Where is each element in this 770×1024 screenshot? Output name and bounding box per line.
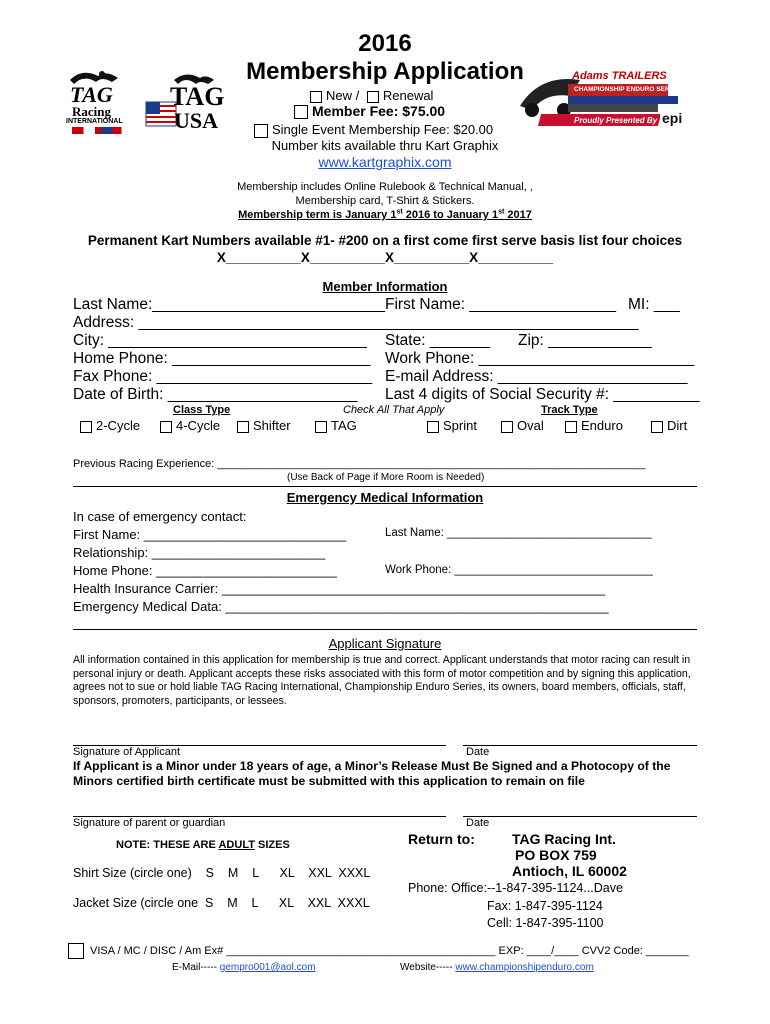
- parent-date-line[interactable]: [463, 816, 697, 817]
- return-box: PO BOX 759: [515, 847, 597, 863]
- membership-term: [0, 208, 770, 221]
- sprint-checkbox[interactable]: [427, 421, 439, 433]
- includes-line1: Membership includes Online Rulebook & Technical Manual, ,: [237, 181, 533, 193]
- signature-applicant-label: Signature of Applicant: [73, 746, 181, 758]
- payment-card-field[interactable]: VISA / MC / DISC / Am Ex# ____________________________________________ EXP: ____/____ CVV2 Code: _______: [90, 944, 689, 957]
- adult-sizes-note: [116, 839, 290, 851]
- member-info-heading: Member Information: [322, 279, 448, 294]
- sprint-label: Sprint: [443, 418, 477, 433]
- fax-phone-field[interactable]: Fax Phone: _________________________: [73, 368, 373, 385]
- return-city: Antioch, IL 60002: [512, 863, 627, 879]
- return-phone: Phone: Office:--1-847-395-1124...Dave: [408, 881, 623, 895]
- health-insurance-field[interactable]: Health Insurance Carrier: _____________________________________________________: [73, 581, 606, 596]
- includes-line2: Membership card, T-Shirt & Stickers.: [295, 195, 475, 207]
- date-label-2: Date: [466, 817, 490, 829]
- 4-cycle-checkbox[interactable]: [160, 421, 172, 433]
- note-post: SIZES: [254, 839, 290, 851]
- logo-adams-trailers-text: Adams TRAILERS: [572, 70, 667, 82]
- term-sup1: st: [396, 208, 403, 215]
- kartgraphix-link[interactable]: [0, 154, 770, 170]
- last-name-field[interactable]: Last Name:___________________________: [73, 296, 386, 313]
- single-event-checkbox[interactable]: [254, 124, 268, 138]
- contact-website: [400, 962, 594, 973]
- logo-international-text: INTERNATIONAL: [66, 118, 123, 125]
- applicant-date-line[interactable]: [463, 745, 697, 746]
- option-enduro[interactable]: [565, 418, 623, 433]
- option-dirt[interactable]: [651, 418, 687, 433]
- ssn-field[interactable]: Last 4 digits of Social Security #: __________: [385, 386, 700, 403]
- dirt-label: Dirt: [667, 418, 688, 433]
- enduro-checkbox[interactable]: [565, 421, 577, 433]
- emergency-heading: Emergency Medical Information: [286, 490, 484, 505]
- member-fee-label: Member Fee: $75.00: [312, 103, 446, 119]
- form-year: 2016: [358, 30, 412, 57]
- racing-experience-field[interactable]: Previous Racing Experience: ______________________________________________________________________: [73, 458, 646, 470]
- 2-cycle-checkbox[interactable]: [80, 421, 92, 433]
- member-fee-row: [294, 103, 445, 119]
- email-link[interactable]: gempro001@aol.com: [219, 962, 316, 973]
- dob-field[interactable]: Date of Birth: ______________________: [73, 386, 358, 403]
- term-sup2: st: [498, 208, 505, 215]
- liability-paragraph: All information contained in this application for membership is true and correct. Applicant understands that motor racing can result in personal injury or death. Applicant accepts these risks associated with this form of motor competition and by signing this application, agrees not to sue or hold liable TAG Racing International, Championship Enduro Series, its owners, board members, officials, staff, sponsors, promoters, participants, or lessees.: [73, 654, 691, 707]
- single-event-row: [254, 122, 493, 138]
- note-adult: ADULT: [218, 839, 255, 851]
- logo-tag-usa-text: TAG: [170, 82, 225, 111]
- oval-checkbox[interactable]: [501, 421, 513, 433]
- home-phone-field[interactable]: Home Phone: _______________________: [73, 350, 371, 367]
- first-name-field[interactable]: First Name: _________________: [385, 296, 616, 313]
- single-event-label: Single Event Membership Fee: $20.00: [272, 122, 494, 137]
- contact-email: [172, 962, 316, 973]
- kart-numbers-heading: Permanent Kart Numbers available #1- #200 on a first come first serve basis list four choices: [87, 233, 683, 248]
- return-org: TAG Racing Int.: [512, 831, 616, 847]
- return-cell: Cell: 1-847-395-1100: [487, 916, 604, 930]
- logo-sponsor-text: epi: [662, 110, 683, 126]
- check-all-label: Check All That Apply: [343, 404, 445, 416]
- kart-number-choices[interactable]: X__________X__________X__________X__________: [216, 250, 554, 265]
- emergency-work-phone-field[interactable]: Work Phone: _______________________________: [385, 564, 653, 576]
- applicant-signature-heading: [0, 636, 770, 651]
- medical-data-field[interactable]: Emergency Medical Data: _____________________________________________________: [73, 599, 609, 614]
- term-mid: 2016 to January 1: [402, 208, 499, 221]
- track-type-label: Track Type: [541, 404, 598, 416]
- shirt-size-row[interactable]: Shirt Size (circle one) S M L XL XXL XXXL: [73, 866, 371, 880]
- payment-row: [68, 943, 689, 959]
- shifter-label: Shifter: [253, 418, 291, 433]
- payment-checkbox[interactable]: [68, 943, 84, 959]
- enduro-label: Enduro: [581, 418, 623, 433]
- address-field[interactable]: Address: __________________________________________________________: [73, 314, 639, 331]
- website-link[interactable]: www.championshipenduro.com: [455, 962, 594, 973]
- kartgraphix-link-text[interactable]: www.kartgraphix.com: [318, 154, 452, 170]
- racing-experience-note: (Use Back of Page if More Room is Needed): [287, 472, 485, 483]
- emergency-relationship-field[interactable]: Relationship: ________________________: [73, 545, 326, 560]
- option-oval[interactable]: [501, 418, 544, 433]
- note-pre: NOTE: THESE ARE: [116, 839, 219, 851]
- website-label: Website-----: [400, 962, 456, 973]
- renewal-label: Renewal: [382, 88, 434, 103]
- class-type-label: Class Type: [173, 404, 231, 416]
- applicant-signature-heading-text: Applicant Signature: [328, 636, 442, 651]
- 2-cycle-label: 2-Cycle: [96, 418, 141, 433]
- 4-cycle-label: 4-Cycle: [176, 418, 221, 433]
- oval-label: Oval: [517, 418, 544, 433]
- return-fax: Fax: 1-847-395-1124: [487, 899, 603, 913]
- city-field[interactable]: City: ______________________________: [73, 332, 367, 349]
- signature-parent-label: Signature of parent or guardian: [73, 817, 226, 829]
- member-fee-checkbox[interactable]: [294, 105, 308, 119]
- renewal-checkbox[interactable]: [367, 91, 379, 103]
- return-to-label: Return to:: [408, 831, 475, 847]
- new-renewal-row: [310, 88, 433, 103]
- email-label: E-Mail-----: [172, 962, 220, 973]
- logo-presented-text: Proudly Presented By: [574, 116, 658, 125]
- logo-tag-text: TAG: [70, 82, 113, 107]
- option-2-cycle[interactable]: [80, 418, 140, 433]
- medical-data-extra-line[interactable]: [73, 629, 697, 630]
- flags-icon: [72, 127, 130, 134]
- divider: [73, 486, 697, 487]
- new-checkbox[interactable]: [310, 91, 322, 103]
- option-shifter[interactable]: [237, 418, 291, 433]
- tag-label: TAG: [331, 418, 357, 433]
- option-tag[interactable]: [315, 418, 357, 433]
- dirt-checkbox[interactable]: [651, 421, 663, 433]
- date-label-1: Date: [466, 746, 490, 758]
- zip-field[interactable]: Zip: ____________: [518, 332, 652, 349]
- number-kits-text: Number kits available thru Kart Graphix: [271, 138, 499, 153]
- logo-series-text: CHAMPIONSHIP ENDURO SERIES: [574, 86, 681, 93]
- page-title: Membership Application: [246, 58, 524, 85]
- mi-field[interactable]: MI: ___: [628, 296, 680, 313]
- term-post: 2017: [504, 208, 532, 221]
- state-field[interactable]: State: _______: [385, 332, 491, 349]
- work-phone-field[interactable]: Work Phone: _________________________: [385, 350, 695, 367]
- logo-racing-text: Racing: [72, 104, 111, 119]
- option-sprint[interactable]: [427, 418, 477, 433]
- emergency-first-name-field[interactable]: First Name: ____________________________: [73, 527, 347, 542]
- logo-usa-text: USA: [174, 108, 219, 133]
- minor-notice: If Applicant is a Minor under 18 years of age, a Minor’s Release Must Be Signed and a Photocopy of the Minors certified birth certificate must be submitted with this application to remain on file: [73, 759, 671, 788]
- emergency-intro: In case of emergency contact:: [73, 509, 247, 524]
- new-label: New /: [326, 88, 360, 103]
- jacket-size-row[interactable]: Jacket Size (circle one S M L XL XXL XXXL: [73, 896, 370, 910]
- email-field[interactable]: E-mail Address: ______________________: [385, 368, 688, 385]
- emergency-last-name-field[interactable]: Last Name: ________________________________: [385, 527, 652, 539]
- option-4-cycle[interactable]: [160, 418, 220, 433]
- emergency-home-phone-field[interactable]: Home Phone: _________________________: [73, 563, 337, 578]
- term-pre: Membership term is January 1: [238, 208, 397, 221]
- shifter-checkbox[interactable]: [237, 421, 249, 433]
- tag-checkbox[interactable]: [315, 421, 327, 433]
